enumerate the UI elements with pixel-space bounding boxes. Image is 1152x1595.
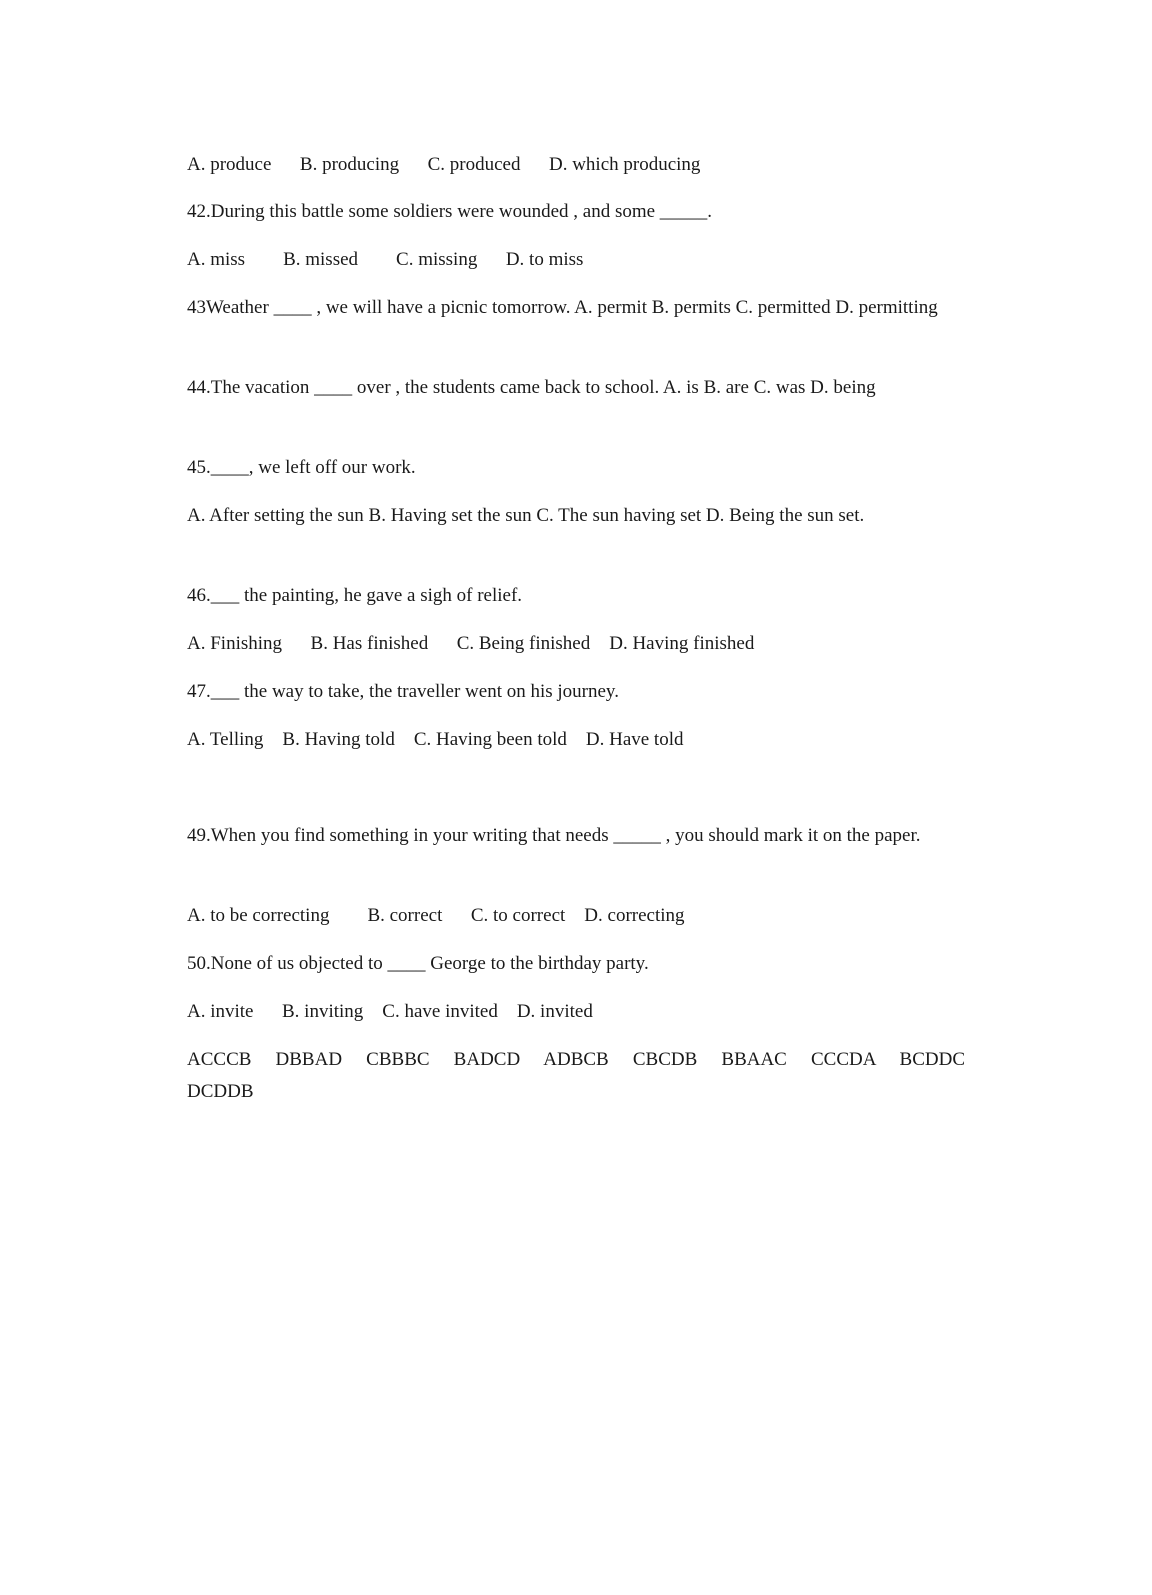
q50-options: A. invite B. inviting C. have invited D. invited [187,1001,593,1022]
q45-options: A. After setting the sun B. Having set the sun C. The sun having set D. Being the sun set. [187,505,865,526]
q47-question: 47.___ the way to take, the traveller went on his journey. [187,681,619,702]
q50-question: 50.None of us objected to ____ George to the birthday party. [187,953,649,974]
q45-question: 45.____, we left off our work. [187,457,416,478]
q41-options: A. produce B. producing C. produced D. which producing [187,154,701,175]
q46-question: 46.___ the painting, he gave a sigh of relief. [187,585,523,606]
q46-options: A. Finishing B. Has finished C. Being finished D. Having finished [187,633,755,654]
q49-options: A. to be correcting B. correct C. to correct D. correcting [187,905,685,926]
q42-question: 42.During this battle some soldiers were wounded , and some _____. [187,201,713,222]
q44-question: 44.The vacation ____ over , the students came back to school. A. is B. are C. was D. being [187,377,876,398]
answer-key: ACCCB DBBAD CBBBC BADCD ADBCB CBCDB BBAAC CCCDA BCDDC DCDDB [187,1049,965,1102]
q47-options: A. Telling B. Having told C. Having been told D. Have told [187,729,684,750]
q42-options: A. miss B. missed C. missing D. to miss [187,249,584,270]
q49-question: 49.When you find something in your writing that needs _____ , you should mark it on the paper. [187,825,921,846]
q43-question: 43Weather ____ , we will have a picnic tomorrow. A. permit B. permits C. permitted D. permitting [187,297,938,318]
